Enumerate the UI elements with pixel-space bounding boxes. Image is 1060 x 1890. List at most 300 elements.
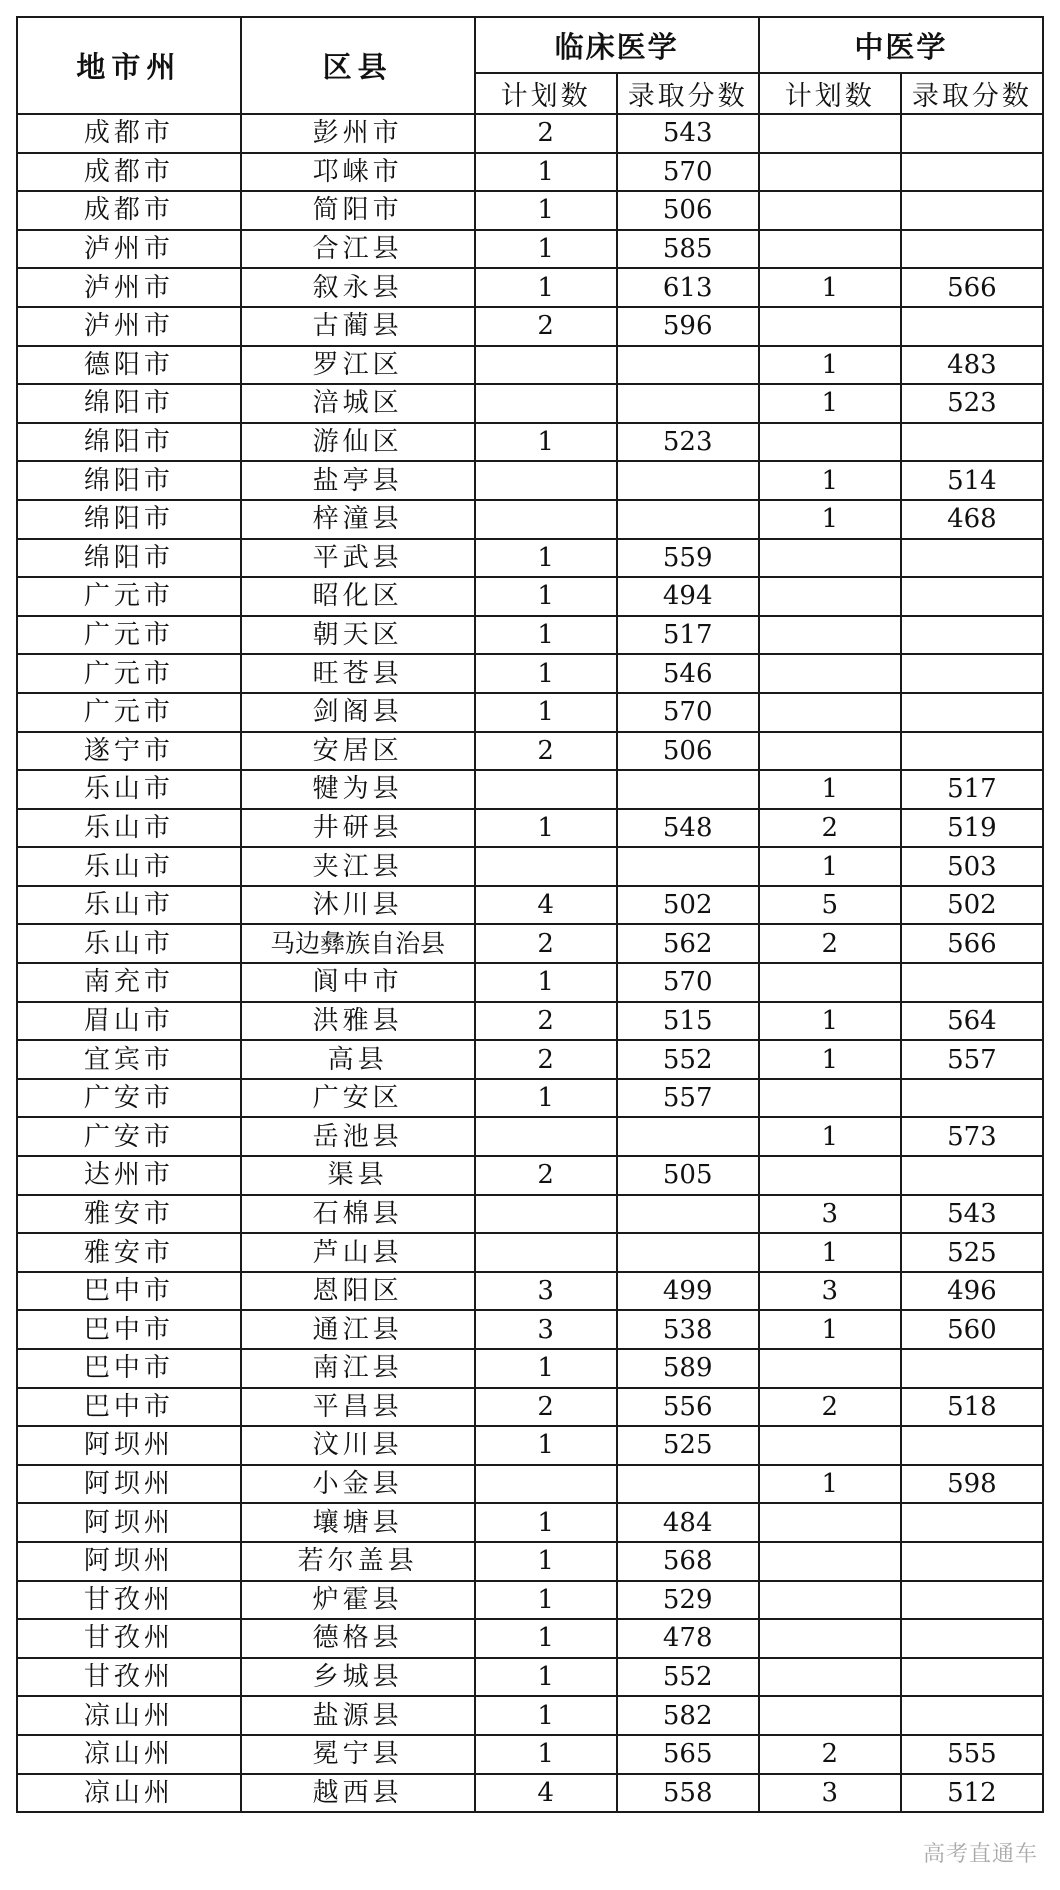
header-clinical-plan: 计划数 xyxy=(475,73,617,114)
cell-chinese-score xyxy=(901,114,1043,153)
cell-city: 宜宾市 xyxy=(17,1040,241,1079)
cell-clinical-plan: 3 xyxy=(475,1310,617,1349)
cell-city: 凉山州 xyxy=(17,1774,241,1813)
header-chinese-score: 录取分数 xyxy=(901,73,1043,114)
cell-city: 甘孜州 xyxy=(17,1658,241,1697)
table-row xyxy=(17,693,1043,732)
cell-chinese-plan xyxy=(759,1658,901,1697)
cell-clinical-plan xyxy=(475,1465,617,1504)
cell-clinical-score: 565 xyxy=(617,1735,759,1774)
cell-chinese-score: 512 xyxy=(901,1774,1043,1813)
cell-chinese-score: 564 xyxy=(901,1002,1043,1041)
cell-county: 古蔺县 xyxy=(241,307,475,346)
header-clinical-score: 录取分数 xyxy=(617,73,759,114)
cell-chinese-plan xyxy=(759,732,901,771)
cell-city: 凉山州 xyxy=(17,1696,241,1735)
cell-city: 阿坝州 xyxy=(17,1542,241,1581)
cell-chinese-plan xyxy=(759,1156,901,1195)
cell-clinical-score: 596 xyxy=(617,307,759,346)
cell-chinese-score xyxy=(901,191,1043,230)
cell-clinical-plan: 1 xyxy=(475,230,617,269)
cell-county: 恩阳区 xyxy=(241,1272,475,1311)
cell-county: 石棉县 xyxy=(241,1195,475,1234)
cell-chinese-plan xyxy=(759,693,901,732)
cell-chinese-score xyxy=(901,307,1043,346)
cell-clinical-score: 558 xyxy=(617,1774,759,1813)
cell-clinical-plan: 4 xyxy=(475,1774,617,1813)
table-row xyxy=(17,1503,1043,1542)
cell-county: 游仙区 xyxy=(241,423,475,462)
cell-chinese-score xyxy=(901,423,1043,462)
cell-clinical-plan: 1 xyxy=(475,1426,617,1465)
cell-chinese-score: 503 xyxy=(901,847,1043,886)
cell-clinical-plan xyxy=(475,346,617,385)
cell-county: 夹江县 xyxy=(241,847,475,886)
table-row xyxy=(17,1079,1043,1118)
cell-county: 平武县 xyxy=(241,539,475,578)
cell-chinese-plan xyxy=(759,1619,901,1658)
table-row xyxy=(17,153,1043,192)
cell-clinical-score: 529 xyxy=(617,1581,759,1620)
header-county: 区县 xyxy=(241,17,475,114)
cell-chinese-plan: 1 xyxy=(759,268,901,307)
cell-chinese-plan: 3 xyxy=(759,1195,901,1234)
cell-city: 巴中市 xyxy=(17,1388,241,1427)
cell-chinese-score xyxy=(901,693,1043,732)
cell-city: 甘孜州 xyxy=(17,1619,241,1658)
cell-county: 剑阁县 xyxy=(241,693,475,732)
table-row xyxy=(17,732,1043,771)
cell-chinese-score xyxy=(901,1619,1043,1658)
cell-clinical-plan xyxy=(475,461,617,500)
table-row xyxy=(17,1349,1043,1388)
cell-county: 南江县 xyxy=(241,1349,475,1388)
cell-clinical-score: 570 xyxy=(617,693,759,732)
cell-county: 旺苍县 xyxy=(241,654,475,693)
cell-chinese-plan: 1 xyxy=(759,1002,901,1041)
cell-chinese-score xyxy=(901,654,1043,693)
cell-county: 广安区 xyxy=(241,1079,475,1118)
cell-chinese-plan: 1 xyxy=(759,1465,901,1504)
cell-clinical-score: 570 xyxy=(617,153,759,192)
cell-chinese-score xyxy=(901,577,1043,616)
table-row xyxy=(17,577,1043,616)
table-row xyxy=(17,1117,1043,1156)
cell-clinical-score: 506 xyxy=(617,732,759,771)
cell-chinese-plan: 1 xyxy=(759,847,901,886)
cell-city: 乐山市 xyxy=(17,924,241,963)
cell-county: 彭州市 xyxy=(241,114,475,153)
cell-city: 绵阳市 xyxy=(17,423,241,462)
cell-chinese-score xyxy=(901,230,1043,269)
cell-county: 邛崃市 xyxy=(241,153,475,192)
cell-city: 雅安市 xyxy=(17,1233,241,1272)
cell-city: 泸州市 xyxy=(17,307,241,346)
cell-clinical-score: 538 xyxy=(617,1310,759,1349)
cell-clinical-plan: 1 xyxy=(475,1619,617,1658)
cell-clinical-score: 502 xyxy=(617,886,759,925)
table-row xyxy=(17,423,1043,462)
cell-chinese-plan xyxy=(759,307,901,346)
cell-city: 雅安市 xyxy=(17,1195,241,1234)
cell-clinical-plan: 1 xyxy=(475,963,617,1002)
cell-clinical-score: 559 xyxy=(617,539,759,578)
cell-clinical-score xyxy=(617,1195,759,1234)
cell-county: 井研县 xyxy=(241,809,475,848)
table-row xyxy=(17,191,1043,230)
cell-chinese-score xyxy=(901,1079,1043,1118)
cell-clinical-score: 613 xyxy=(617,268,759,307)
cell-city: 阿坝州 xyxy=(17,1465,241,1504)
cell-chinese-plan xyxy=(759,153,901,192)
table-body xyxy=(17,114,1043,1812)
table-row xyxy=(17,1156,1043,1195)
table-row xyxy=(17,268,1043,307)
table-row xyxy=(17,1658,1043,1697)
cell-chinese-plan: 1 xyxy=(759,1310,901,1349)
cell-clinical-plan xyxy=(475,1117,617,1156)
cell-clinical-plan: 1 xyxy=(475,1503,617,1542)
table-header xyxy=(17,17,1043,114)
cell-county: 罗江区 xyxy=(241,346,475,385)
cell-chinese-score: 502 xyxy=(901,886,1043,925)
cell-city: 泸州市 xyxy=(17,268,241,307)
cell-chinese-plan xyxy=(759,230,901,269)
cell-clinical-plan: 1 xyxy=(475,1696,617,1735)
cell-county: 昭化区 xyxy=(241,577,475,616)
cell-county: 安居区 xyxy=(241,732,475,771)
cell-county: 叙永县 xyxy=(241,268,475,307)
table-row xyxy=(17,1040,1043,1079)
table-row xyxy=(17,230,1043,269)
cell-clinical-score: 585 xyxy=(617,230,759,269)
cell-city: 广元市 xyxy=(17,693,241,732)
cell-clinical-score: 515 xyxy=(617,1002,759,1041)
cell-clinical-score: 506 xyxy=(617,191,759,230)
cell-clinical-plan: 1 xyxy=(475,577,617,616)
table-row xyxy=(17,770,1043,809)
cell-clinical-plan: 3 xyxy=(475,1272,617,1311)
cell-county: 犍为县 xyxy=(241,770,475,809)
cell-chinese-score: 483 xyxy=(901,346,1043,385)
cell-clinical-plan: 2 xyxy=(475,924,617,963)
cell-chinese-score: 517 xyxy=(901,770,1043,809)
cell-county: 平昌县 xyxy=(241,1388,475,1427)
table-row xyxy=(17,1542,1043,1581)
cell-chinese-plan xyxy=(759,423,901,462)
cell-city: 遂宁市 xyxy=(17,732,241,771)
cell-county: 越西县 xyxy=(241,1774,475,1813)
cell-chinese-plan: 2 xyxy=(759,1388,901,1427)
cell-clinical-score: 570 xyxy=(617,963,759,1002)
table-row xyxy=(17,114,1043,153)
cell-clinical-score: 568 xyxy=(617,1542,759,1581)
cell-chinese-score: 566 xyxy=(901,268,1043,307)
cell-clinical-score xyxy=(617,847,759,886)
cell-city: 阿坝州 xyxy=(17,1503,241,1542)
cell-clinical-plan: 1 xyxy=(475,1735,617,1774)
cell-chinese-plan: 1 xyxy=(759,500,901,539)
cell-county: 阆中市 xyxy=(241,963,475,1002)
cell-city: 甘孜州 xyxy=(17,1581,241,1620)
cell-city: 绵阳市 xyxy=(17,461,241,500)
cell-county: 通江县 xyxy=(241,1310,475,1349)
cell-clinical-score: 505 xyxy=(617,1156,759,1195)
cell-chinese-plan xyxy=(759,1426,901,1465)
cell-county: 沐川县 xyxy=(241,886,475,925)
cell-chinese-score: 514 xyxy=(901,461,1043,500)
cell-county: 德格县 xyxy=(241,1619,475,1658)
cell-clinical-score: 552 xyxy=(617,1658,759,1697)
cell-chinese-score xyxy=(901,1156,1043,1195)
cell-clinical-plan: 2 xyxy=(475,1388,617,1427)
table-row xyxy=(17,539,1043,578)
cell-city: 乐山市 xyxy=(17,770,241,809)
cell-clinical-score xyxy=(617,384,759,423)
cell-city: 成都市 xyxy=(17,191,241,230)
table-row xyxy=(17,1002,1043,1041)
cell-clinical-score xyxy=(617,1117,759,1156)
cell-chinese-score: 518 xyxy=(901,1388,1043,1427)
cell-chinese-score: 555 xyxy=(901,1735,1043,1774)
cell-clinical-score: 562 xyxy=(617,924,759,963)
cell-county: 壤塘县 xyxy=(241,1503,475,1542)
cell-chinese-score: 560 xyxy=(901,1310,1043,1349)
cell-chinese-plan: 5 xyxy=(759,886,901,925)
cell-clinical-plan: 1 xyxy=(475,1658,617,1697)
cell-clinical-score: 546 xyxy=(617,654,759,693)
cell-chinese-score xyxy=(901,153,1043,192)
header-chinese-medicine: 中医学 xyxy=(759,17,1043,73)
cell-clinical-plan: 1 xyxy=(475,693,617,732)
cell-county: 渠县 xyxy=(241,1156,475,1195)
cell-clinical-score xyxy=(617,461,759,500)
cell-clinical-score: 525 xyxy=(617,1426,759,1465)
cell-chinese-score xyxy=(901,732,1043,771)
cell-clinical-plan xyxy=(475,1195,617,1234)
cell-clinical-plan: 2 xyxy=(475,732,617,771)
cell-city: 乐山市 xyxy=(17,809,241,848)
cell-clinical-score: 556 xyxy=(617,1388,759,1427)
cell-clinical-plan: 2 xyxy=(475,1156,617,1195)
cell-county: 汶川县 xyxy=(241,1426,475,1465)
cell-chinese-plan xyxy=(759,539,901,578)
cell-chinese-score: 573 xyxy=(901,1117,1043,1156)
cell-clinical-plan: 1 xyxy=(475,654,617,693)
cell-city: 眉山市 xyxy=(17,1002,241,1041)
cell-chinese-plan: 1 xyxy=(759,1233,901,1272)
cell-clinical-score: 552 xyxy=(617,1040,759,1079)
cell-chinese-plan xyxy=(759,1503,901,1542)
cell-clinical-plan: 1 xyxy=(475,1542,617,1581)
header-chinese-plan: 计划数 xyxy=(759,73,901,114)
table-row xyxy=(17,1388,1043,1427)
cell-clinical-plan: 2 xyxy=(475,114,617,153)
cell-county: 洪雅县 xyxy=(241,1002,475,1041)
cell-city: 成都市 xyxy=(17,114,241,153)
cell-clinical-plan xyxy=(475,1233,617,1272)
table-row xyxy=(17,886,1043,925)
cell-clinical-score: 478 xyxy=(617,1619,759,1658)
table-row xyxy=(17,654,1043,693)
cell-city: 达州市 xyxy=(17,1156,241,1195)
cell-city: 广元市 xyxy=(17,616,241,655)
cell-clinical-plan xyxy=(475,500,617,539)
cell-clinical-plan: 1 xyxy=(475,423,617,462)
cell-chinese-score xyxy=(901,1426,1043,1465)
cell-clinical-score: 582 xyxy=(617,1696,759,1735)
cell-county: 简阳市 xyxy=(241,191,475,230)
cell-city: 成都市 xyxy=(17,153,241,192)
cell-chinese-plan: 2 xyxy=(759,924,901,963)
cell-chinese-plan: 1 xyxy=(759,461,901,500)
cell-chinese-plan: 1 xyxy=(759,1040,901,1079)
table-row xyxy=(17,500,1043,539)
table-row xyxy=(17,809,1043,848)
cell-clinical-plan: 1 xyxy=(475,1349,617,1388)
cell-chinese-score xyxy=(901,1696,1043,1735)
cell-city: 巴中市 xyxy=(17,1272,241,1311)
cell-chinese-plan xyxy=(759,1542,901,1581)
cell-city: 乐山市 xyxy=(17,847,241,886)
cell-chinese-score: 496 xyxy=(901,1272,1043,1311)
cell-chinese-score: 566 xyxy=(901,924,1043,963)
cell-chinese-score xyxy=(901,1503,1043,1542)
table-row xyxy=(17,1774,1043,1813)
cell-chinese-plan xyxy=(759,654,901,693)
cell-city: 绵阳市 xyxy=(17,500,241,539)
cell-chinese-score: 557 xyxy=(901,1040,1043,1079)
cell-chinese-plan xyxy=(759,1349,901,1388)
cell-chinese-score: 525 xyxy=(901,1233,1043,1272)
header-city: 地市州 xyxy=(17,17,241,114)
table-row xyxy=(17,1310,1043,1349)
cell-chinese-plan xyxy=(759,616,901,655)
table-row xyxy=(17,616,1043,655)
cell-chinese-plan: 2 xyxy=(759,1735,901,1774)
cell-clinical-score: 499 xyxy=(617,1272,759,1311)
cell-clinical-score: 557 xyxy=(617,1079,759,1118)
table-row xyxy=(17,847,1043,886)
cell-city: 广安市 xyxy=(17,1079,241,1118)
cell-chinese-score xyxy=(901,539,1043,578)
cell-city: 绵阳市 xyxy=(17,384,241,423)
table-row xyxy=(17,384,1043,423)
cell-clinical-plan xyxy=(475,384,617,423)
cell-clinical-score xyxy=(617,1233,759,1272)
cell-chinese-plan: 2 xyxy=(759,809,901,848)
cell-county: 冕宁县 xyxy=(241,1735,475,1774)
cell-clinical-plan: 1 xyxy=(475,1079,617,1118)
cell-city: 广元市 xyxy=(17,654,241,693)
cell-county: 盐亭县 xyxy=(241,461,475,500)
cell-clinical-score: 494 xyxy=(617,577,759,616)
cell-clinical-plan: 1 xyxy=(475,191,617,230)
cell-clinical-score xyxy=(617,500,759,539)
cell-city: 乐山市 xyxy=(17,886,241,925)
table-row xyxy=(17,1619,1043,1658)
table-row xyxy=(17,1696,1043,1735)
cell-clinical-score: 589 xyxy=(617,1349,759,1388)
cell-clinical-plan: 2 xyxy=(475,307,617,346)
cell-city: 南充市 xyxy=(17,963,241,1002)
cell-clinical-score xyxy=(617,770,759,809)
cell-chinese-score xyxy=(901,963,1043,1002)
cell-county: 若尔盖县 xyxy=(241,1542,475,1581)
cell-county: 小金县 xyxy=(241,1465,475,1504)
table-row xyxy=(17,1735,1043,1774)
header-clinical-medicine: 临床医学 xyxy=(475,17,759,73)
cell-chinese-plan: 1 xyxy=(759,384,901,423)
cell-chinese-plan: 1 xyxy=(759,1117,901,1156)
cell-city: 巴中市 xyxy=(17,1349,241,1388)
cell-chinese-score xyxy=(901,616,1043,655)
cell-county: 炉霍县 xyxy=(241,1581,475,1620)
cell-chinese-score xyxy=(901,1542,1043,1581)
cell-county: 岳池县 xyxy=(241,1117,475,1156)
cell-clinical-plan xyxy=(475,770,617,809)
cell-chinese-score xyxy=(901,1658,1043,1697)
cell-clinical-plan: 2 xyxy=(475,1002,617,1041)
cell-chinese-score xyxy=(901,1581,1043,1620)
cell-chinese-plan xyxy=(759,1079,901,1118)
cell-city: 巴中市 xyxy=(17,1310,241,1349)
table-row xyxy=(17,963,1043,1002)
table-row xyxy=(17,346,1043,385)
table-row xyxy=(17,924,1043,963)
cell-city: 泸州市 xyxy=(17,230,241,269)
cell-city: 阿坝州 xyxy=(17,1426,241,1465)
cell-county: 盐源县 xyxy=(241,1696,475,1735)
cell-clinical-score xyxy=(617,1465,759,1504)
table-row xyxy=(17,461,1043,500)
table-row xyxy=(17,1272,1043,1311)
table-row xyxy=(17,1233,1043,1272)
cell-clinical-score xyxy=(617,346,759,385)
table-row xyxy=(17,307,1043,346)
cell-clinical-score: 523 xyxy=(617,423,759,462)
cell-chinese-score: 543 xyxy=(901,1195,1043,1234)
cell-clinical-plan: 4 xyxy=(475,886,617,925)
cell-chinese-plan xyxy=(759,577,901,616)
cell-county: 马边彝族自治县 xyxy=(241,924,475,963)
cell-chinese-plan xyxy=(759,963,901,1002)
cell-city: 凉山州 xyxy=(17,1735,241,1774)
cell-chinese-score: 468 xyxy=(901,500,1043,539)
cell-county: 芦山县 xyxy=(241,1233,475,1272)
cell-chinese-plan: 3 xyxy=(759,1272,901,1311)
cell-chinese-score: 519 xyxy=(901,809,1043,848)
cell-clinical-plan: 1 xyxy=(475,539,617,578)
cell-chinese-score: 523 xyxy=(901,384,1043,423)
cell-county: 梓潼县 xyxy=(241,500,475,539)
cell-chinese-plan xyxy=(759,1581,901,1620)
cell-city: 德阳市 xyxy=(17,346,241,385)
table-row xyxy=(17,1195,1043,1234)
admission-table xyxy=(16,16,1044,1813)
cell-clinical-score: 517 xyxy=(617,616,759,655)
cell-clinical-score: 543 xyxy=(617,114,759,153)
cell-clinical-plan: 2 xyxy=(475,1040,617,1079)
cell-clinical-plan: 1 xyxy=(475,268,617,307)
cell-clinical-plan: 1 xyxy=(475,809,617,848)
cell-chinese-plan xyxy=(759,191,901,230)
cell-county: 乡城县 xyxy=(241,1658,475,1697)
cell-clinical-plan xyxy=(475,847,617,886)
cell-county: 朝天区 xyxy=(241,616,475,655)
cell-chinese-plan: 1 xyxy=(759,770,901,809)
table-row xyxy=(17,1465,1043,1504)
